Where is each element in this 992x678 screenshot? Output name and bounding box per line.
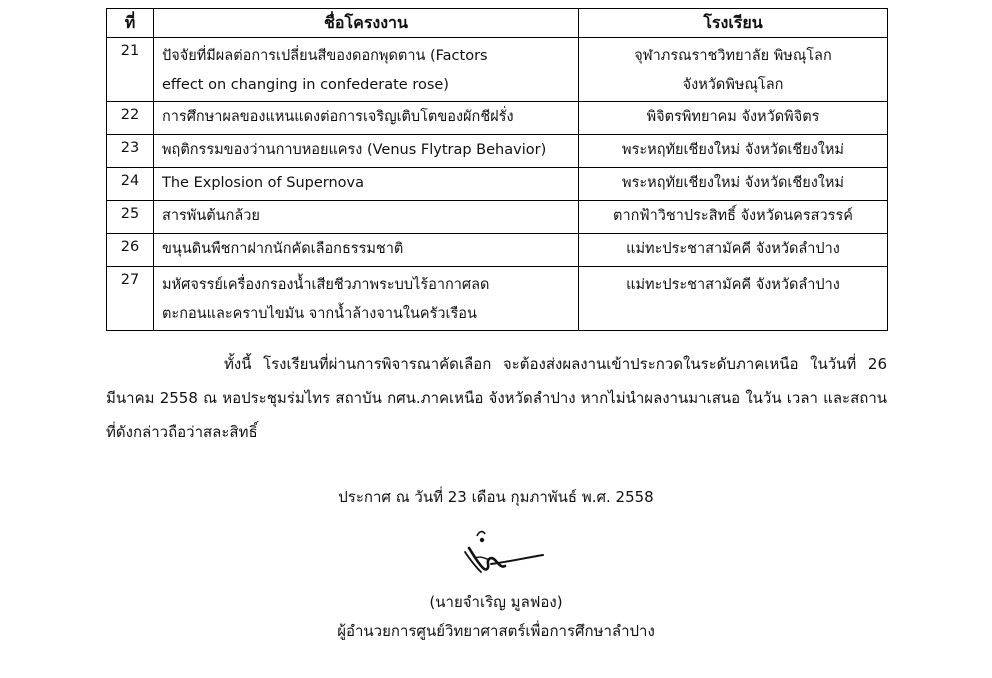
school-name-line: จังหวัดพิษณุโลก (682, 77, 784, 93)
school-name (579, 38, 888, 102)
projects-table (106, 8, 888, 331)
project-name: พฤติกรรมของว่านกาบหอยแครง (Venus Flytrap Behavior) (154, 135, 579, 168)
school-name: พิจิตรพิทยาคม จังหวัดพิจิตร (579, 102, 888, 135)
school-name: พระหฤทัยเชียงใหม่ จังหวัดเชียงใหม่ (579, 168, 888, 201)
project-name (154, 267, 579, 331)
school-name-line: จุฬาภรณราชวิทยาลัย พิษณุโลก (634, 48, 832, 64)
table-row (107, 102, 888, 135)
notice-paragraph: ทั้งนี้ โรงเรียนที่ผ่านการพิจารณาคัดเลือก จะต้องส่งผลงานเข้าประกวดในระดับภาคเหนือ ในวันที่ 26 มีนาคม 2558 ณ หอประชุมร่มไทร สถาบัน กศน.ภาคเหนือ จังหวัดลำปาง หากไม่นำผลงานมาเสนอ ในวัน เวลา และสถานที่ดังกล่าวถือว่าสละสิทธิ์ (106, 355, 887, 441)
project-name-line: ตะกอนและคราบไขมัน จากน้ำล้างจานในครัวเรือน (162, 306, 477, 322)
row-number: 27 (107, 267, 154, 331)
row-number: 21 (107, 38, 154, 102)
school-name: พระหฤทัยเชียงใหม่ จังหวัดเชียงใหม่ (579, 135, 888, 168)
table-row (107, 38, 888, 102)
project-name (154, 38, 579, 102)
table-row (107, 267, 888, 331)
row-number: 24 (107, 168, 154, 201)
school-name: ตากฟ้าวิชาประสิทธิ์ จังหวัดนครสวรรค์ (579, 201, 888, 234)
project-name-line: มหัศจรรย์เครื่องกรองน้ำเสียชีวภาพระบบไร้อากาศลด (162, 277, 490, 293)
row-number: 26 (107, 234, 154, 267)
header-project-name: ชื่อโครงงาน (154, 9, 579, 38)
table-row (107, 168, 888, 201)
school-name: แม่ทะประชาสามัคคี จังหวัดลำปาง (579, 267, 888, 331)
row-number: 25 (107, 201, 154, 234)
header-no: ที่ (107, 9, 154, 38)
table-row (107, 135, 888, 168)
header-school: โรงเรียน (579, 9, 888, 38)
project-name-line: effect on changing in confederate rose) (162, 77, 449, 93)
table-row (107, 234, 888, 267)
school-name: แม่ทะประชาสามัคคี จังหวัดลำปาง (579, 234, 888, 267)
announcement-date: ประกาศ ณ วันที่ 23 เดือน กุมภาพันธ์ พ.ศ. 2558 (338, 488, 654, 506)
project-name: การศึกษาผลของแหนแดงต่อการเจริญเติบโตของผักชีฝรั่ง (154, 102, 579, 135)
table-row (107, 201, 888, 234)
row-number: 23 (107, 135, 154, 168)
project-name: ขนุนดินพืชกาฝากนักคัดเลือกธรรมชาติ (154, 234, 579, 267)
signer-name: (นายจำเริญ มูลฟอง) (429, 593, 563, 611)
project-name: The Explosion of Supernova (154, 168, 579, 201)
project-name-line: ปัจจัยที่มีผลต่อการเปลี่ยนสีของดอกพุดตาน (Factors (162, 48, 488, 64)
handwritten-signature (455, 528, 550, 576)
table-header-row (107, 9, 888, 38)
signer-title: ผู้อำนวยการศูนย์วิทยาศาสตร์เพื่อการศึกษาลำปาง (337, 622, 655, 640)
project-name: สารพันต้นกล้วย (154, 201, 579, 234)
row-number: 22 (107, 102, 154, 135)
